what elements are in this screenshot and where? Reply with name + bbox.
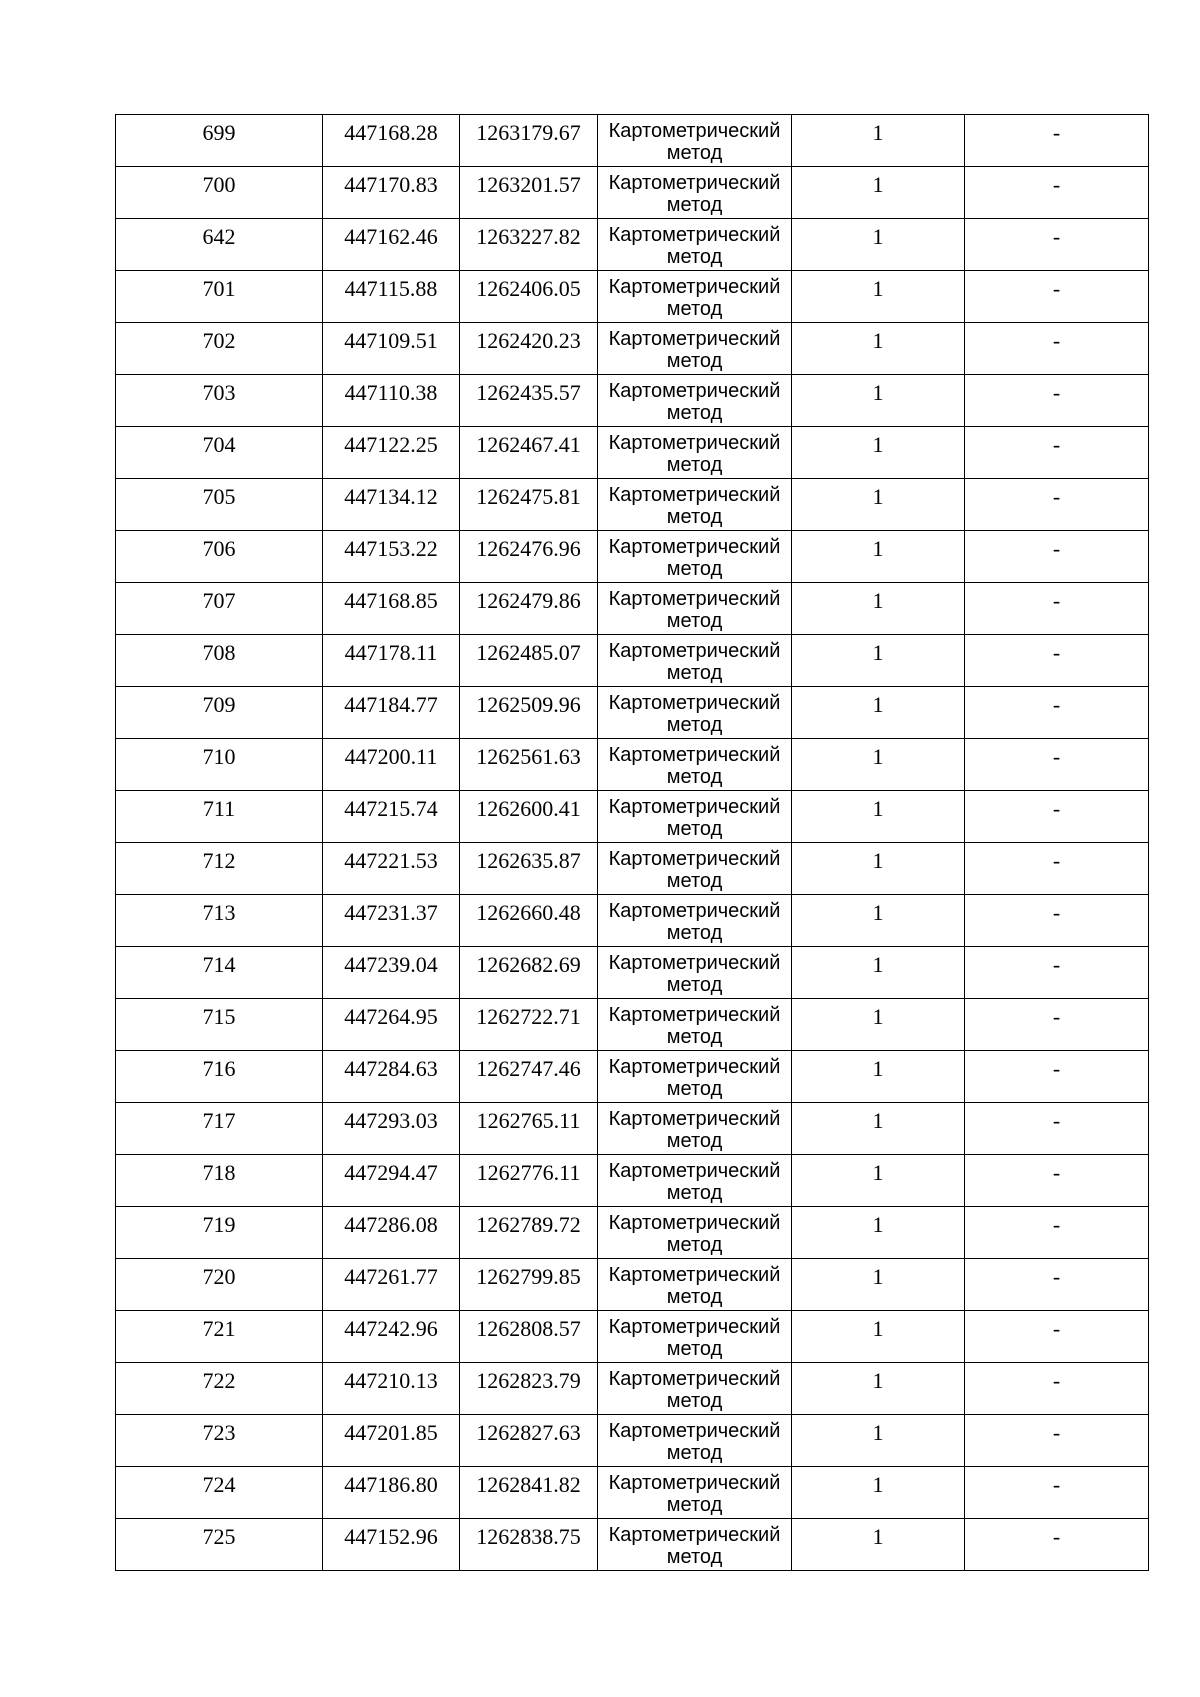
accuracy-cell: 1	[792, 167, 965, 219]
method-cell	[598, 1311, 792, 1363]
x-coordinate-cell: 447201.85	[323, 1415, 460, 1467]
method-line-2: метод	[666, 1182, 723, 1204]
note-cell: -	[965, 115, 1149, 167]
accuracy-cell: 1	[792, 1259, 965, 1311]
point-number-cell: 709	[116, 687, 323, 739]
accuracy-cell: 1	[792, 531, 965, 583]
table-row	[116, 583, 1149, 635]
point-number-cell: 703	[116, 375, 323, 427]
method-line-1: Картометрический	[608, 536, 781, 558]
point-number-cell: 716	[116, 1051, 323, 1103]
x-coordinate-cell: 447284.63	[323, 1051, 460, 1103]
x-coordinate-cell: 447294.47	[323, 1155, 460, 1207]
method-cell	[598, 115, 792, 167]
x-coordinate-cell: 447152.96	[323, 1519, 460, 1571]
point-number-cell: 710	[116, 739, 323, 791]
method-line-2: метод	[666, 558, 723, 580]
y-coordinate-cell: 1262827.63	[460, 1415, 598, 1467]
method-cell	[598, 635, 792, 687]
note-cell: -	[965, 375, 1149, 427]
method-cell	[598, 895, 792, 947]
x-coordinate-cell: 447186.80	[323, 1467, 460, 1519]
method-cell	[598, 1415, 792, 1467]
table-row	[116, 219, 1149, 271]
method-line-1: Картометрический	[608, 900, 781, 922]
coordinates-table	[115, 114, 1149, 1571]
y-coordinate-cell: 1262485.07	[460, 635, 598, 687]
method-line-1: Картометрический	[608, 1316, 781, 1338]
point-number-cell: 699	[116, 115, 323, 167]
x-coordinate-cell: 447286.08	[323, 1207, 460, 1259]
table-row	[116, 635, 1149, 687]
point-number-cell: 702	[116, 323, 323, 375]
method-line-2: метод	[666, 1390, 723, 1412]
method-line-2: метод	[666, 1442, 723, 1464]
x-coordinate-cell: 447153.22	[323, 531, 460, 583]
method-line-2: метод	[666, 1286, 723, 1308]
y-coordinate-cell: 1262722.71	[460, 999, 598, 1051]
note-cell: -	[965, 219, 1149, 271]
method-line-1: Картометрический	[608, 1524, 781, 1546]
y-coordinate-cell: 1262561.63	[460, 739, 598, 791]
y-coordinate-cell: 1262406.05	[460, 271, 598, 323]
x-coordinate-cell: 447162.46	[323, 219, 460, 271]
point-number-cell: 717	[116, 1103, 323, 1155]
x-coordinate-cell: 447184.77	[323, 687, 460, 739]
table-row	[116, 843, 1149, 895]
method-line-1: Картометрический	[608, 1264, 781, 1286]
table-row	[116, 999, 1149, 1051]
method-line-1: Картометрический	[608, 328, 781, 350]
note-cell: -	[965, 427, 1149, 479]
note-cell: -	[965, 1051, 1149, 1103]
y-coordinate-cell: 1263201.57	[460, 167, 598, 219]
method-line-2: метод	[666, 402, 723, 424]
method-cell	[598, 531, 792, 583]
note-cell: -	[965, 947, 1149, 999]
y-coordinate-cell: 1262799.85	[460, 1259, 598, 1311]
method-line-2: метод	[666, 1078, 723, 1100]
method-cell	[598, 583, 792, 635]
x-coordinate-cell: 447242.96	[323, 1311, 460, 1363]
y-coordinate-cell: 1262420.23	[460, 323, 598, 375]
method-line-1: Картометрический	[608, 1004, 781, 1026]
method-line-1: Картометрический	[608, 276, 781, 298]
point-number-cell: 642	[116, 219, 323, 271]
method-line-1: Картометрический	[608, 848, 781, 870]
method-cell	[598, 1103, 792, 1155]
point-number-cell: 723	[116, 1415, 323, 1467]
method-line-2: метод	[666, 1130, 723, 1152]
method-cell	[598, 687, 792, 739]
y-coordinate-cell: 1262841.82	[460, 1467, 598, 1519]
method-line-2: метод	[666, 974, 723, 996]
x-coordinate-cell: 447239.04	[323, 947, 460, 999]
table-row	[116, 791, 1149, 843]
x-coordinate-cell: 447210.13	[323, 1363, 460, 1415]
accuracy-cell: 1	[792, 791, 965, 843]
y-coordinate-cell: 1262765.11	[460, 1103, 598, 1155]
table-row	[116, 115, 1149, 167]
point-number-cell: 719	[116, 1207, 323, 1259]
accuracy-cell: 1	[792, 1155, 965, 1207]
table-row	[116, 1311, 1149, 1363]
x-coordinate-cell: 447178.11	[323, 635, 460, 687]
method-line-2: метод	[666, 350, 723, 372]
method-cell	[598, 375, 792, 427]
note-cell: -	[965, 1363, 1149, 1415]
method-line-1: Картометрический	[608, 224, 781, 246]
accuracy-cell: 1	[792, 323, 965, 375]
method-cell	[598, 843, 792, 895]
method-line-2: метод	[666, 1234, 723, 1256]
accuracy-cell: 1	[792, 375, 965, 427]
point-number-cell: 718	[116, 1155, 323, 1207]
method-cell	[598, 219, 792, 271]
table-row	[116, 479, 1149, 531]
method-cell	[598, 323, 792, 375]
y-coordinate-cell: 1263179.67	[460, 115, 598, 167]
method-line-1: Картометрический	[608, 380, 781, 402]
method-line-1: Картометрический	[608, 1108, 781, 1130]
accuracy-cell: 1	[792, 1363, 965, 1415]
point-number-cell: 721	[116, 1311, 323, 1363]
x-coordinate-cell: 447110.38	[323, 375, 460, 427]
note-cell: -	[965, 271, 1149, 323]
y-coordinate-cell: 1262476.96	[460, 531, 598, 583]
method-line-1: Картометрический	[608, 1472, 781, 1494]
method-cell	[598, 1155, 792, 1207]
note-cell: -	[965, 1207, 1149, 1259]
table-row	[116, 1051, 1149, 1103]
table-row	[116, 167, 1149, 219]
method-line-2: метод	[666, 194, 723, 216]
point-number-cell: 706	[116, 531, 323, 583]
note-cell: -	[965, 895, 1149, 947]
table-row	[116, 1155, 1149, 1207]
method-line-2: метод	[666, 818, 723, 840]
method-line-2: метод	[666, 714, 723, 736]
table-row	[116, 1363, 1149, 1415]
x-coordinate-cell: 447215.74	[323, 791, 460, 843]
accuracy-cell: 1	[792, 635, 965, 687]
table-row	[116, 1519, 1149, 1571]
table-row	[116, 895, 1149, 947]
point-number-cell: 715	[116, 999, 323, 1051]
y-coordinate-cell: 1263227.82	[460, 219, 598, 271]
method-cell	[598, 739, 792, 791]
y-coordinate-cell: 1262823.79	[460, 1363, 598, 1415]
accuracy-cell: 1	[792, 739, 965, 791]
accuracy-cell: 1	[792, 1415, 965, 1467]
method-cell	[598, 1467, 792, 1519]
method-line-2: метод	[666, 1494, 723, 1516]
x-coordinate-cell: 447168.85	[323, 583, 460, 635]
point-number-cell: 705	[116, 479, 323, 531]
table-row	[116, 947, 1149, 999]
method-line-1: Картометрический	[608, 588, 781, 610]
method-cell	[598, 1051, 792, 1103]
y-coordinate-cell: 1262467.41	[460, 427, 598, 479]
method-line-1: Картометрический	[608, 692, 781, 714]
x-coordinate-cell: 447231.37	[323, 895, 460, 947]
table-row	[116, 1467, 1149, 1519]
method-line-2: метод	[666, 662, 723, 684]
method-line-1: Картометрический	[608, 640, 781, 662]
method-line-2: метод	[666, 922, 723, 944]
note-cell: -	[965, 739, 1149, 791]
method-line-2: метод	[666, 1546, 723, 1568]
accuracy-cell: 1	[792, 1051, 965, 1103]
x-coordinate-cell: 447168.28	[323, 115, 460, 167]
method-line-1: Картометрический	[608, 796, 781, 818]
method-line-1: Картометрический	[608, 484, 781, 506]
point-number-cell: 711	[116, 791, 323, 843]
note-cell: -	[965, 583, 1149, 635]
y-coordinate-cell: 1262776.11	[460, 1155, 598, 1207]
point-number-cell: 700	[116, 167, 323, 219]
point-number-cell: 701	[116, 271, 323, 323]
y-coordinate-cell: 1262789.72	[460, 1207, 598, 1259]
note-cell: -	[965, 1311, 1149, 1363]
point-number-cell: 722	[116, 1363, 323, 1415]
method-cell	[598, 167, 792, 219]
method-line-2: метод	[666, 142, 723, 164]
accuracy-cell: 1	[792, 1519, 965, 1571]
y-coordinate-cell: 1262509.96	[460, 687, 598, 739]
note-cell: -	[965, 843, 1149, 895]
x-coordinate-cell: 447170.83	[323, 167, 460, 219]
table-row	[116, 375, 1149, 427]
note-cell: -	[965, 1467, 1149, 1519]
table-row	[116, 1207, 1149, 1259]
coordinates-table-body	[116, 115, 1149, 1571]
note-cell: -	[965, 791, 1149, 843]
y-coordinate-cell: 1262747.46	[460, 1051, 598, 1103]
point-number-cell: 725	[116, 1519, 323, 1571]
method-line-2: метод	[666, 610, 723, 632]
point-number-cell: 707	[116, 583, 323, 635]
note-cell: -	[965, 1155, 1149, 1207]
table-row	[116, 271, 1149, 323]
x-coordinate-cell: 447261.77	[323, 1259, 460, 1311]
accuracy-cell: 1	[792, 1311, 965, 1363]
point-number-cell: 712	[116, 843, 323, 895]
note-cell: -	[965, 1415, 1149, 1467]
note-cell: -	[965, 1519, 1149, 1571]
x-coordinate-cell: 447109.51	[323, 323, 460, 375]
y-coordinate-cell: 1262808.57	[460, 1311, 598, 1363]
x-coordinate-cell: 447200.11	[323, 739, 460, 791]
method-line-1: Картометрический	[608, 1420, 781, 1442]
accuracy-cell: 1	[792, 115, 965, 167]
method-line-1: Картометрический	[608, 1056, 781, 1078]
note-cell: -	[965, 323, 1149, 375]
y-coordinate-cell: 1262600.41	[460, 791, 598, 843]
method-line-2: метод	[666, 1026, 723, 1048]
method-line-1: Картометрический	[608, 1212, 781, 1234]
x-coordinate-cell: 447293.03	[323, 1103, 460, 1155]
accuracy-cell: 1	[792, 1207, 965, 1259]
method-line-2: метод	[666, 766, 723, 788]
note-cell: -	[965, 1103, 1149, 1155]
point-number-cell: 704	[116, 427, 323, 479]
method-cell	[598, 427, 792, 479]
method-cell	[598, 1259, 792, 1311]
accuracy-cell: 1	[792, 271, 965, 323]
y-coordinate-cell: 1262635.87	[460, 843, 598, 895]
accuracy-cell: 1	[792, 843, 965, 895]
accuracy-cell: 1	[792, 427, 965, 479]
accuracy-cell: 1	[792, 479, 965, 531]
accuracy-cell: 1	[792, 687, 965, 739]
point-number-cell: 714	[116, 947, 323, 999]
accuracy-cell: 1	[792, 219, 965, 271]
method-cell	[598, 271, 792, 323]
method-cell	[598, 479, 792, 531]
method-line-1: Картометрический	[608, 1368, 781, 1390]
x-coordinate-cell: 447264.95	[323, 999, 460, 1051]
note-cell: -	[965, 167, 1149, 219]
point-number-cell: 720	[116, 1259, 323, 1311]
table-row	[116, 1415, 1149, 1467]
method-cell	[598, 1519, 792, 1571]
method-cell	[598, 791, 792, 843]
accuracy-cell: 1	[792, 999, 965, 1051]
x-coordinate-cell: 447122.25	[323, 427, 460, 479]
table-row	[116, 1103, 1149, 1155]
note-cell: -	[965, 479, 1149, 531]
y-coordinate-cell: 1262479.86	[460, 583, 598, 635]
accuracy-cell: 1	[792, 895, 965, 947]
method-line-1: Картометрический	[608, 744, 781, 766]
note-cell: -	[965, 531, 1149, 583]
y-coordinate-cell: 1262682.69	[460, 947, 598, 999]
method-cell	[598, 947, 792, 999]
method-line-2: метод	[666, 1338, 723, 1360]
point-number-cell: 713	[116, 895, 323, 947]
method-cell	[598, 1363, 792, 1415]
x-coordinate-cell: 447221.53	[323, 843, 460, 895]
table-row	[116, 1259, 1149, 1311]
note-cell: -	[965, 687, 1149, 739]
method-line-1: Картометрический	[608, 952, 781, 974]
x-coordinate-cell: 447115.88	[323, 271, 460, 323]
method-cell	[598, 1207, 792, 1259]
x-coordinate-cell: 447134.12	[323, 479, 460, 531]
point-number-cell: 708	[116, 635, 323, 687]
y-coordinate-cell: 1262838.75	[460, 1519, 598, 1571]
accuracy-cell: 1	[792, 583, 965, 635]
y-coordinate-cell: 1262660.48	[460, 895, 598, 947]
y-coordinate-cell: 1262475.81	[460, 479, 598, 531]
accuracy-cell: 1	[792, 947, 965, 999]
table-row	[116, 427, 1149, 479]
table-row	[116, 323, 1149, 375]
accuracy-cell: 1	[792, 1467, 965, 1519]
table-row	[116, 739, 1149, 791]
point-number-cell: 724	[116, 1467, 323, 1519]
note-cell: -	[965, 999, 1149, 1051]
method-line-1: Картометрический	[608, 120, 781, 142]
method-cell	[598, 999, 792, 1051]
method-line-2: метод	[666, 870, 723, 892]
method-line-1: Картометрический	[608, 172, 781, 194]
note-cell: -	[965, 1259, 1149, 1311]
y-coordinate-cell: 1262435.57	[460, 375, 598, 427]
accuracy-cell: 1	[792, 1103, 965, 1155]
method-line-2: метод	[666, 506, 723, 528]
method-line-1: Картометрический	[608, 432, 781, 454]
method-line-2: метод	[666, 454, 723, 476]
method-line-2: метод	[666, 246, 723, 268]
table-row	[116, 531, 1149, 583]
method-line-2: метод	[666, 298, 723, 320]
note-cell: -	[965, 635, 1149, 687]
table-row	[116, 687, 1149, 739]
method-line-1: Картометрический	[608, 1160, 781, 1182]
